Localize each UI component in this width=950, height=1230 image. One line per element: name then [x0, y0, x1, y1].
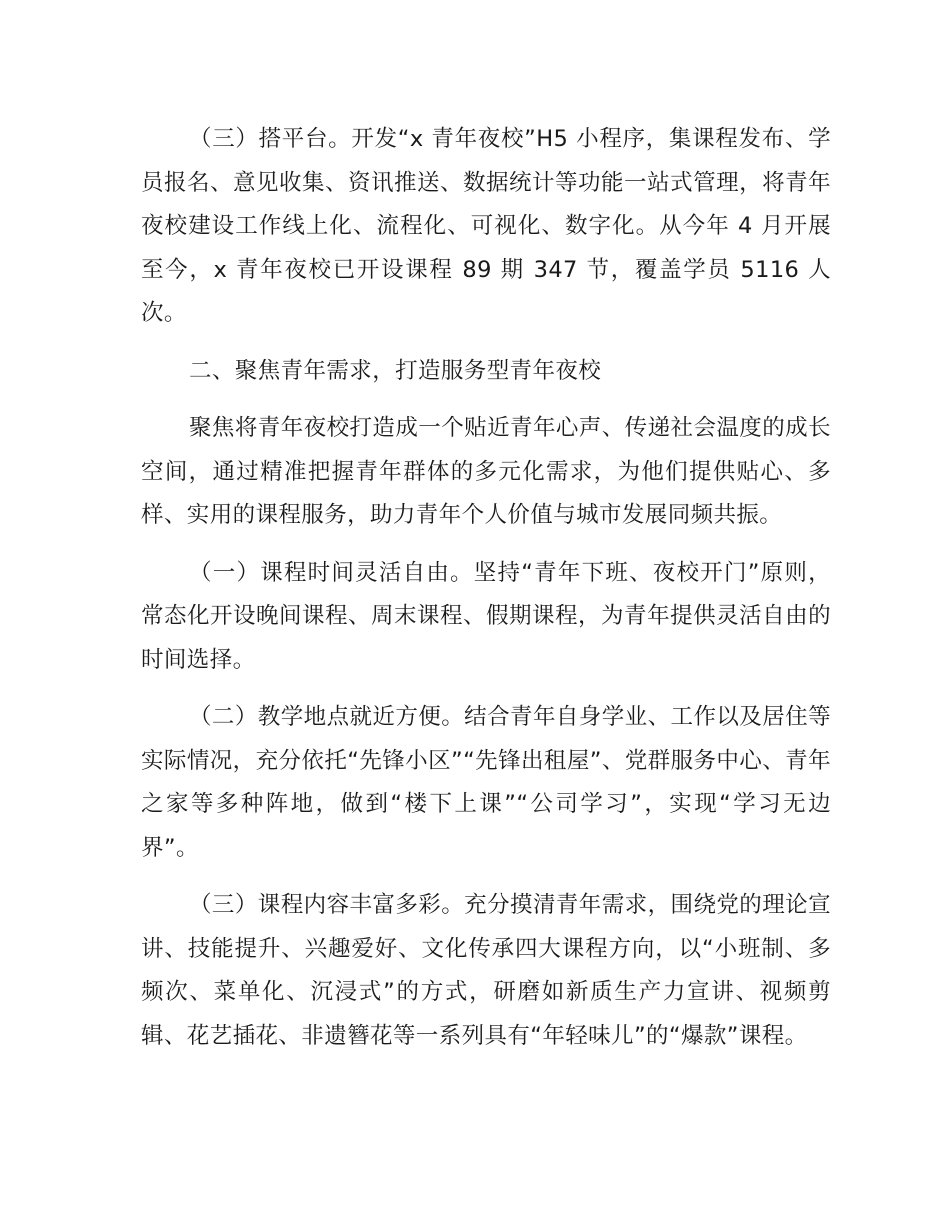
section-heading-2: 二、聚焦青年需求，打造服务型青年夜校	[189, 357, 602, 384]
paragraph-content: （三）课程内容丰富多彩。充分摸清青年需求，围绕党的理论宣讲、技能提升、兴趣爱好、文化传承四大课程方向，以“小班制、多频次、菜单化、沉浸式”的方式，研磨如新质生产力宣讲、视频剪辑、花艺插花、非遗簪花等一系列具有“年轻味儿”的“爆款”课程。	[141, 892, 831, 1049]
paragraph-platform: （三）搭平台。开发“x 青年夜校”H5 小程序，集课程发布、学员报名、意见收集、资讯推送、数据统计等功能一站式管理，将青年夜校建设工作线上化、流程化、可视化、数字化。从今年 4 月开展至今，x 青年夜校已开设课程 89 期 347 节，覆盖学员 5116 人次。	[141, 126, 831, 326]
document-page	[141, 118, 831, 1072]
paragraph-time: （一）课程时间灵活自由。坚持“青年下班、夜校开门”原则，常态化开设晚间课程、周末课程、假期课程，为青年提供灵活自由的时间选择。	[141, 559, 831, 673]
paragraph-location: （二）教学地点就近方便。结合青年自身学业、工作以及居住等实际情况，充分依托“先锋小区”“先锋出租屋”、党群服务中心、青年之家等多种阵地，做到“楼下上课”“公司学习”，实现“学习无边界”。	[141, 704, 831, 861]
paragraph-intro: 聚焦将青年夜校打造成一个贴近青年心声、传递社会温度的成长空间，通过精准把握青年群体的多元化需求，为他们提供贴心、多样、实用的课程服务，助力青年个人价值与城市发展同频共振。	[141, 415, 831, 528]
